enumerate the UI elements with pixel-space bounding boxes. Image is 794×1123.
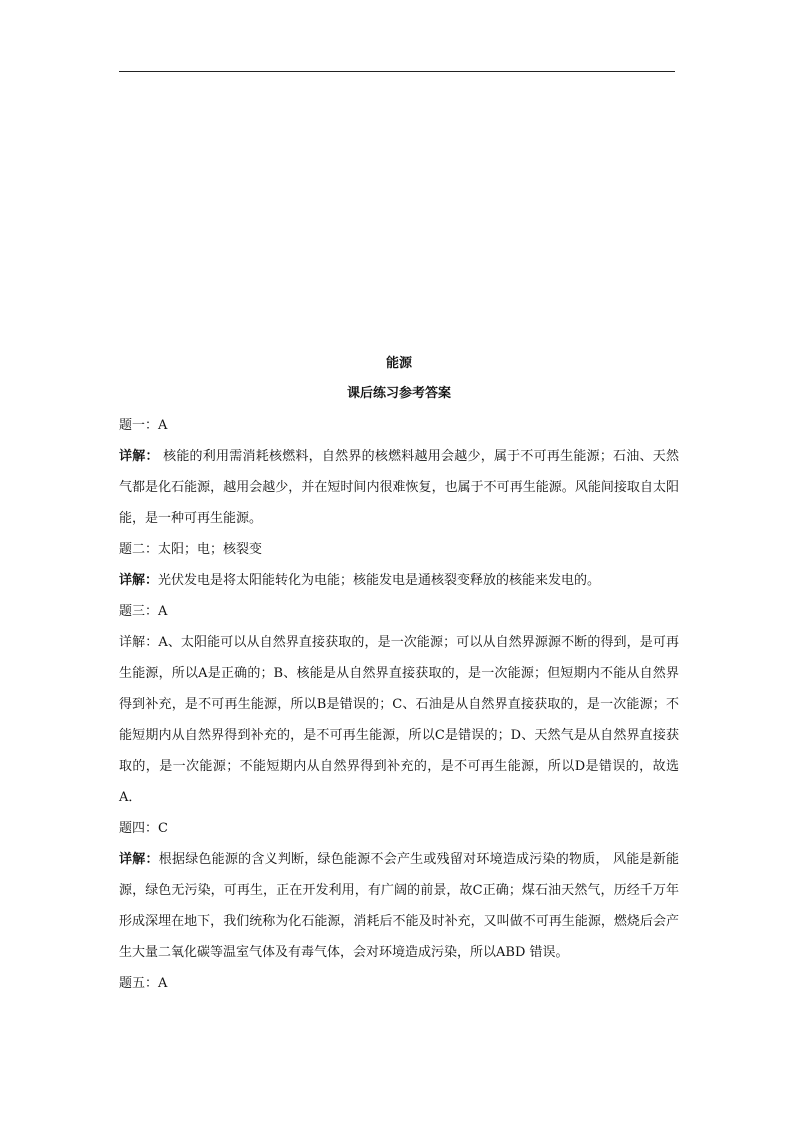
header-rule xyxy=(119,71,675,72)
explanation-3 xyxy=(119,627,679,813)
question-4: 题四：C xyxy=(119,821,168,836)
answer-content xyxy=(119,350,679,999)
explanation-text: 详解：A、太阳能可以从自然界直接获取的，是一次能源；可以从自然界源源不断的得到，是可再生能源，所以A是正确的；B、核能是从自然界直接获取的，是一次能源；但短期内不能从自然界得到补充，是不可再生能源，所以B是错误的；C、石油是从自然界直接获取的，是一次能源；不能短期内从自然界得到补充的，是不可再生能源，所以C是错误的；D、天然气是从自然界直接获取的，是一次能源；不能短期内从自然界得到补充的，是不可再生能源，所以D是错误的，故选A． xyxy=(119,635,679,805)
question-1: 题一：A xyxy=(119,418,168,433)
page-subtitle: 课后练习参考答案 xyxy=(346,386,451,401)
question-5: 题五：A xyxy=(119,976,168,991)
explanation-1 xyxy=(119,441,679,534)
page-title: 能源 xyxy=(385,356,412,371)
explanation-label: 详解： xyxy=(119,449,159,464)
explanation-text: 根据绿色能源的含义判断，绿色能源不会产生或残留对环境造成污染的物质， 风能是新能源，绿色无污染，可再生，正在开发利用，有广阔的前景，故C正确；煤石油天然气，历经千万年形成深埋在地下，我们统称为化石能源，消耗后不能及时补充，又叫做不可再生能源，燃烧后会产生大量二氧化碳等温室气体及有毒气体，会对环境造成污染，所以ABD 错误。 xyxy=(119,852,679,960)
explanation-text: 光伏发电是将太阳能转化为电能；核能发电是通核裂变释放的核能来发电的。 xyxy=(158,573,601,588)
explanation-4 xyxy=(119,844,679,968)
question-3: 题三：A xyxy=(119,604,168,619)
explanation-label: 详解： xyxy=(119,573,159,588)
explanation-text: 核能的利用需消耗核燃料，自然界的核燃料越用会越少，属于不可再生能源；石油、天然气都是化石能源，越用会越少，并在短时间内很难恢复，也属于不可再生能源。风能间接取自太阳能，是一种可再生能源。 xyxy=(119,449,679,526)
question-2: 题二：太阳；电；核裂变 xyxy=(119,542,263,557)
explanation-label: 详解： xyxy=(119,852,159,867)
explanation-2 xyxy=(119,565,679,596)
